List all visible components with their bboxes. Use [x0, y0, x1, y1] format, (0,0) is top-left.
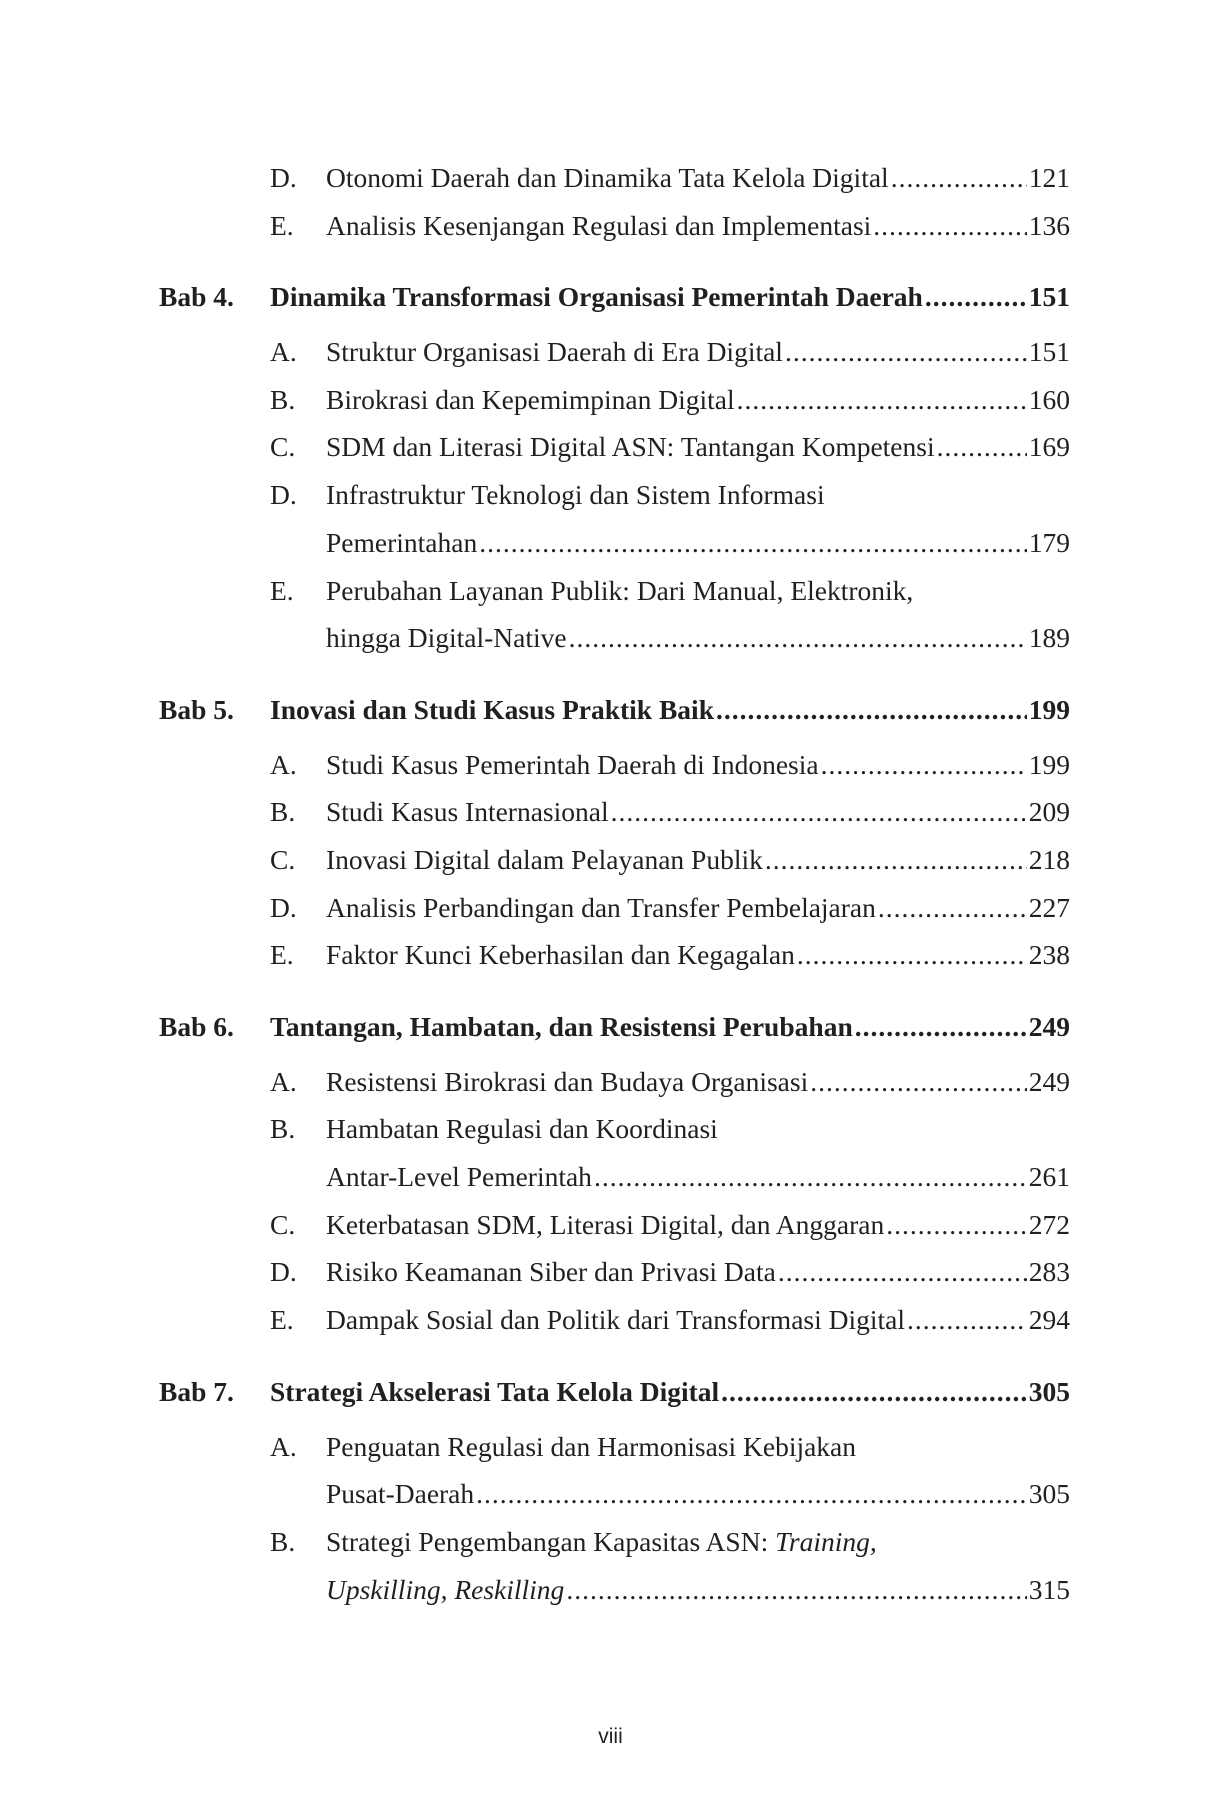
page-ref: 121 — [1028, 162, 1070, 193]
toc-section-entry[interactable] — [159, 154, 1070, 202]
section-title — [326, 836, 763, 884]
dot-leader — [721, 1368, 1027, 1416]
section-letter: E. — [270, 939, 294, 971]
toc-section-entry[interactable] — [159, 1296, 1070, 1344]
title-segment: Infrastruktur Teknologi dan Sistem Informasi — [326, 479, 825, 511]
page-ref: 151 — [1028, 281, 1070, 313]
page-ref: 209 — [1028, 796, 1070, 828]
toc-section-entry[interactable] — [159, 884, 1070, 932]
dot-leader — [594, 1153, 1027, 1201]
section-title — [326, 471, 825, 519]
section-title — [326, 1105, 718, 1153]
section-letter: A. — [270, 748, 297, 780]
section-letter: D. — [270, 1256, 297, 1288]
toc-section-entry[interactable] — [159, 741, 1070, 789]
section-letter: A. — [270, 1430, 297, 1462]
toc-section-entry[interactable] — [159, 1518, 1070, 1566]
dot-leader — [778, 1248, 1027, 1296]
dot-leader — [476, 1470, 1027, 1518]
section-letter: E. — [270, 209, 294, 241]
toc-section-entry[interactable] — [159, 328, 1070, 376]
toc-section-entry[interactable] — [159, 423, 1070, 471]
page-number: viii — [598, 1725, 623, 1748]
section-title — [326, 154, 889, 202]
section-letter: C. — [270, 1208, 296, 1240]
section-title — [326, 376, 735, 424]
section-title — [326, 931, 795, 979]
page-ref: 179 — [1028, 526, 1070, 558]
page-ref: 151 — [1028, 336, 1070, 368]
toc-section-entry[interactable] — [159, 836, 1070, 884]
dot-leader — [886, 1201, 1027, 1249]
page-ref: 189 — [1028, 622, 1070, 654]
title-segment: Strategi Akselerasi Tata Kelola Digital — [270, 1375, 720, 1407]
dot-leader — [925, 273, 1027, 321]
dot-leader — [821, 741, 1027, 789]
page-ref: 283 — [1028, 1256, 1070, 1288]
dot-leader — [855, 1003, 1027, 1051]
title-segment: Hambatan Regulasi dan Koordinasi — [326, 1113, 718, 1145]
toc-section-entry[interactable] — [159, 376, 1070, 424]
page-ref: 249 — [1028, 1065, 1070, 1097]
title-segment: SDM dan Literasi Digital ASN: Tantangan Kompetensi — [326, 431, 935, 463]
title-segment: Pusat-Daerah — [326, 1478, 475, 1510]
dot-leader — [891, 154, 1027, 202]
section-title — [326, 1423, 856, 1471]
title-segment: Training, — [775, 1525, 877, 1557]
title-segment: Analisis Perbandingan dan Transfer Pembelajaran — [326, 891, 876, 923]
toc-section-entry[interactable] — [159, 519, 1070, 567]
dot-leader — [907, 1296, 1027, 1344]
page-ref: 136 — [1028, 209, 1070, 241]
title-segment: Keterbatasan SDM, Literasi Digital, dan Anggaran — [326, 1208, 885, 1240]
section-title — [326, 614, 567, 662]
toc-section-entry[interactable] — [159, 1470, 1070, 1518]
toc-section-entry[interactable] — [159, 1423, 1070, 1471]
title-segment: Analisis Kesenjangan Regulasi dan Implementasi — [326, 209, 872, 241]
title-segment: Otonomi Daerah dan Dinamika Tata Kelola Digital — [326, 162, 889, 193]
chapter-label: Bab 4. — [159, 281, 234, 313]
page-ref: 227 — [1028, 891, 1070, 923]
title-segment: Resistensi Birokrasi dan Budaya Organisasi — [326, 1065, 809, 1097]
dot-leader — [765, 836, 1027, 884]
section-letter: D. — [270, 891, 297, 923]
title-segment: Penguatan Regulasi dan Harmonisasi Kebijakan — [326, 1430, 857, 1462]
page-ref: 272 — [1028, 1208, 1070, 1240]
section-letter: C. — [270, 431, 296, 463]
toc-chapter-entry[interactable] — [159, 1368, 1070, 1416]
chapter-label: Bab 7. — [159, 1375, 234, 1407]
section-letter: B. — [270, 796, 296, 828]
section-title — [326, 328, 783, 376]
section-title — [326, 423, 935, 471]
title-segment: Tantangan, Hambatan, dan Resistensi Perubahan — [270, 1011, 853, 1042]
section-letter: C. — [270, 843, 296, 875]
section-title — [326, 788, 609, 836]
chapter-label: Bab 6. — [159, 1011, 234, 1042]
dot-leader — [737, 376, 1027, 424]
toc-section-entry[interactable] — [159, 1105, 1070, 1153]
section-letter: A. — [270, 1065, 297, 1097]
table-of-contents — [159, 154, 1070, 1613]
toc-section-entry[interactable] — [159, 202, 1070, 250]
dot-leader — [566, 1566, 1026, 1614]
dot-leader — [797, 931, 1027, 979]
dot-leader — [569, 614, 1027, 662]
section-title — [326, 1566, 564, 1614]
page-ref: 199 — [1028, 748, 1070, 780]
page-ref: 238 — [1028, 939, 1070, 971]
page-ref: 218 — [1028, 843, 1070, 875]
dot-leader — [785, 328, 1027, 376]
toc-section-entry[interactable] — [159, 567, 1070, 615]
section-title — [326, 1201, 884, 1249]
dot-leader — [611, 788, 1027, 836]
section-title — [326, 1470, 474, 1518]
page-ref: 199 — [1028, 693, 1070, 725]
page-ref: 305 — [1028, 1375, 1070, 1407]
title-segment: Birokrasi dan Kepemimpinan Digital — [326, 383, 735, 415]
section-title — [326, 202, 871, 250]
chapter-label: Bab 5. — [159, 693, 234, 725]
dot-leader — [810, 1058, 1027, 1106]
section-title — [326, 567, 913, 615]
title-segment: Dampak Sosial dan Politik dari Transformasi Digital — [326, 1304, 905, 1336]
toc-section-entry[interactable] — [159, 788, 1070, 836]
section-letter: B. — [270, 1113, 296, 1145]
section-letter: D. — [270, 162, 297, 193]
section-letter: E. — [270, 574, 294, 606]
toc-chapter-entry[interactable] — [159, 273, 1070, 321]
section-title — [326, 1248, 776, 1296]
toc-chapter-entry[interactable] — [159, 686, 1070, 734]
section-title — [326, 884, 876, 932]
section-letter: D. — [270, 479, 297, 511]
title-segment: Risiko Keamanan Siber dan Privasi Data — [326, 1256, 776, 1288]
page-ref: 160 — [1028, 383, 1070, 415]
section-title — [326, 1153, 592, 1201]
toc-section-entry[interactable] — [159, 1248, 1070, 1296]
title-segment: Antar-Level Pemerintah — [326, 1161, 592, 1193]
dot-leader — [937, 423, 1027, 471]
section-title — [326, 519, 477, 567]
dot-leader — [878, 884, 1027, 932]
section-letter: B. — [270, 1525, 296, 1557]
section-title — [326, 1058, 808, 1106]
page-ref: 249 — [1028, 1011, 1070, 1042]
dot-leader — [479, 519, 1027, 567]
chapter-title — [270, 1003, 853, 1051]
section-letter: E. — [270, 1304, 294, 1336]
title-segment: Studi Kasus Pemerintah Daerah di Indonesia — [326, 748, 819, 780]
section-title — [326, 741, 819, 789]
title-segment: hingga Digital-Native — [326, 622, 567, 654]
title-segment: Inovasi dan Studi Kasus Praktik Baik — [270, 693, 714, 725]
page-ref: 315 — [1028, 1573, 1070, 1605]
toc-section-entry[interactable] — [159, 614, 1070, 662]
title-segment: Studi Kasus Internasional — [326, 796, 609, 828]
chapter-title — [270, 1368, 719, 1416]
title-segment: Upskilling, Reskilling — [326, 1573, 565, 1605]
toc-section-entry[interactable] — [159, 471, 1070, 519]
page-ref: 261 — [1028, 1161, 1070, 1193]
toc-section-entry[interactable] — [159, 1058, 1070, 1106]
toc-section-entry[interactable] — [159, 1566, 1070, 1614]
title-segment: Strategi Pengembangan Kapasitas ASN: — [326, 1525, 776, 1557]
title-segment: Struktur Organisasi Daerah di Era Digital — [326, 336, 783, 368]
toc-section-entry[interactable] — [159, 1153, 1070, 1201]
dot-leader — [873, 202, 1026, 250]
toc-section-entry[interactable] — [159, 931, 1070, 979]
chapter-title — [270, 273, 923, 321]
section-title — [326, 1518, 877, 1566]
title-segment: Perubahan Layanan Publik: Dari Manual, Elektronik, — [326, 574, 914, 606]
section-title — [326, 1296, 905, 1344]
title-segment: Pemerintahan — [326, 526, 478, 558]
title-segment: Dinamika Transformasi Organisasi Pemerintah Daerah — [270, 281, 923, 313]
section-letter: A. — [270, 336, 297, 368]
title-segment: Inovasi Digital dalam Pelayanan Publik — [326, 843, 763, 875]
page-ref: 169 — [1028, 431, 1070, 463]
chapter-title — [270, 686, 714, 734]
dot-leader — [716, 686, 1027, 734]
page-ref: 305 — [1028, 1478, 1070, 1510]
title-segment: Faktor Kunci Keberhasilan dan Kegagalan — [326, 939, 795, 971]
page-ref: 294 — [1028, 1304, 1070, 1336]
toc-section-entry[interactable] — [159, 1201, 1070, 1249]
section-letter: B. — [270, 383, 296, 415]
toc-chapter-entry[interactable] — [159, 1003, 1070, 1051]
